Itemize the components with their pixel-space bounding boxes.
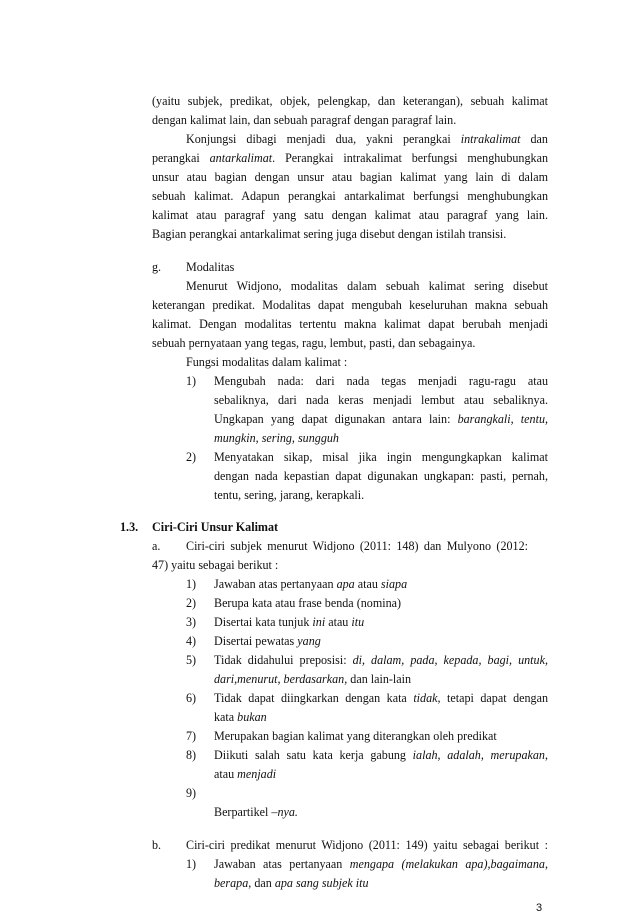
list-number: 3) bbox=[186, 615, 197, 630]
text-span: atau bbox=[325, 615, 352, 630]
italic-term: intrakalimat bbox=[460, 132, 521, 146]
list-number: 9) bbox=[186, 786, 197, 801]
text-span: Konjungsi dibagi menjadi dua, yakni perangkai bbox=[186, 132, 461, 146]
list-number: 1) bbox=[186, 577, 197, 592]
list-item-line: Merupakan bagian kalimat yang diterangkan oleh predikat bbox=[214, 729, 497, 744]
list-item-line: sebaliknya, dari nada keras menjadi lembut atau sebaliknya. bbox=[214, 392, 548, 407]
list-item-line bbox=[214, 577, 407, 591]
list-marker: a. bbox=[152, 539, 161, 554]
page-number: 3 bbox=[536, 901, 543, 914]
italic-term: apa bbox=[336, 577, 355, 592]
text-span: atau bbox=[214, 767, 238, 782]
text-span: dan lain-lain bbox=[347, 672, 412, 687]
text-span: Ungkapan yang dapat digunakan antara lain: bbox=[214, 411, 458, 426]
italic-term: mengapa (melakukan apa),bagaimana bbox=[349, 856, 545, 871]
italic-term: siapa bbox=[380, 577, 408, 592]
text-span: Diikuti salah satu kata kerja gabung bbox=[214, 748, 413, 763]
text-span: , tetapi dapat dengan bbox=[437, 691, 548, 706]
list-item-line: mungkin, sering, sungguh bbox=[214, 430, 339, 445]
italic-term: ialah, adalah, merupakan bbox=[412, 748, 545, 763]
paragraph-line: Menurut Widjono, modalitas dalam sebuah kalimat sering disebut bbox=[186, 278, 548, 293]
list-number: 6) bbox=[186, 691, 197, 706]
italic-term: bukan bbox=[237, 710, 267, 725]
text-span: Disertai kata tunjuk bbox=[214, 615, 313, 630]
paragraph-line: Bagian perangkai antarkalimat sering juga disebut dengan istilah transisi. bbox=[152, 227, 507, 242]
list-item-line bbox=[214, 691, 548, 705]
paragraph-line: Ciri-ciri subjek menurut Widjono (2011: 148) dan Mulyono (2012: bbox=[186, 539, 528, 554]
list-item-line bbox=[214, 748, 548, 762]
list-marker: b. bbox=[152, 837, 162, 852]
text-span: Tidak dapat diingkarkan dengan kata bbox=[214, 691, 414, 706]
paragraph-line: sebuah pernyataan yang tegas, ragu, lembut, pasti, dan sebagainya. bbox=[152, 335, 476, 350]
paragraph-line: Ciri-ciri predikat menurut Widjono (2011: 149) yaitu sebagai berikut : bbox=[186, 837, 548, 852]
section-heading: Modalitas bbox=[186, 259, 235, 274]
list-number: 2) bbox=[186, 449, 197, 464]
paragraph-line bbox=[152, 151, 548, 165]
list-item-line bbox=[214, 653, 548, 667]
list-item-line: Menyatakan sikap, misal jika ingin mengungkapkan kalimat bbox=[214, 449, 548, 464]
list-number: 1) bbox=[186, 373, 197, 388]
paragraph-line: dengan kalimat lain, dan sebuah paragraf dengan paragraf lain. bbox=[152, 113, 457, 127]
list-item-line: tentu, sering, jarang, kerapkali. bbox=[214, 487, 365, 502]
paragraph-line: keterangan predikat. Modalitas dapat mengubah keseluruhan makna sebuah bbox=[152, 297, 548, 312]
text-span: Jawaban atas pertanyaan bbox=[214, 577, 337, 592]
italic-term: antarkalimat bbox=[209, 151, 273, 165]
italic-term: barangkali, tentu, bbox=[457, 411, 549, 426]
list-number: 4) bbox=[186, 634, 197, 649]
text-span: , bbox=[544, 748, 548, 763]
italic-term: ini bbox=[312, 615, 326, 630]
italic-term: yang bbox=[297, 634, 321, 649]
paragraph-line bbox=[186, 132, 548, 146]
list-item-line: dengan nada kepastian dapat digunakan ungkapan: pasti, pernah, bbox=[214, 468, 548, 483]
list-number: 7) bbox=[186, 729, 197, 744]
list-number: 1) bbox=[186, 856, 197, 871]
text-span: dan bbox=[520, 132, 548, 146]
italic-term: –nya. bbox=[271, 805, 298, 820]
text-span: . Perangkai intrakalimat berfungsi menghubungkan bbox=[272, 151, 548, 165]
text-span: perangkai bbox=[152, 151, 210, 165]
text-span: , bbox=[544, 856, 548, 871]
italic-term: dari,menurut, berdasarkan, bbox=[214, 672, 348, 687]
text-span: kata bbox=[214, 710, 238, 725]
italic-term: apa sang subjek itu bbox=[274, 875, 369, 890]
paragraph-line: sebuah kalimat. Adapun perangkai antarkalimat berfungsi menghubungkan bbox=[152, 189, 548, 204]
paragraph-line: unsur atau bagian dengan unsur atau bagian kalimat yang lain di dalam bbox=[152, 170, 548, 185]
paragraph-line: kalimat atau paragraf yang satu dengan kalimat atau paragraf yang lain. bbox=[152, 208, 548, 223]
list-marker: g. bbox=[152, 259, 162, 274]
list-number: 2) bbox=[186, 596, 197, 611]
text-span: Disertai pewatas bbox=[214, 634, 298, 649]
text-span: Jawaban atas pertanyaan bbox=[214, 856, 350, 871]
italic-term: berapa bbox=[214, 875, 249, 890]
paragraph-line: 47) yaitu sebagai berikut : bbox=[152, 558, 279, 573]
text-span: , dan bbox=[248, 875, 275, 890]
list-item-line bbox=[214, 634, 321, 648]
section-heading: Ciri-Ciri Unsur Kalimat bbox=[152, 520, 279, 535]
italic-term: di, dalam, pada, kepada, bagi, untuk, bbox=[352, 653, 548, 668]
paragraph-line: kalimat. Dengan modalitas tertentu makna kalimat dapat berubah menjadi bbox=[152, 316, 548, 331]
text-span: Berpartikel bbox=[214, 805, 272, 820]
italic-term: itu bbox=[351, 615, 365, 630]
paragraph-line: Fungsi modalitas dalam kalimat : bbox=[186, 354, 348, 369]
list-item-line bbox=[214, 672, 411, 686]
list-item-line: Berupa kata atau frase benda (nomina) bbox=[214, 596, 402, 611]
list-item-line bbox=[214, 412, 548, 426]
text-span: Tidak didahului preposisi: bbox=[214, 653, 353, 668]
list-number: 8) bbox=[186, 748, 197, 763]
list-number: 5) bbox=[186, 653, 197, 668]
section-number: 1.3. bbox=[120, 520, 139, 535]
paragraph-line: (yaitu subjek, predikat, objek, pelengkap, dan keterangan), sebuah kalimat bbox=[152, 94, 548, 108]
list-item-line bbox=[214, 615, 364, 629]
list-item-line bbox=[214, 710, 267, 724]
italic-term: tidak bbox=[413, 691, 438, 706]
italic-term: menjadi bbox=[237, 767, 277, 782]
list-item-line: Mengubah nada: dari nada tegas menjadi ragu-ragu atau bbox=[214, 373, 548, 388]
text-span: atau bbox=[354, 577, 381, 592]
